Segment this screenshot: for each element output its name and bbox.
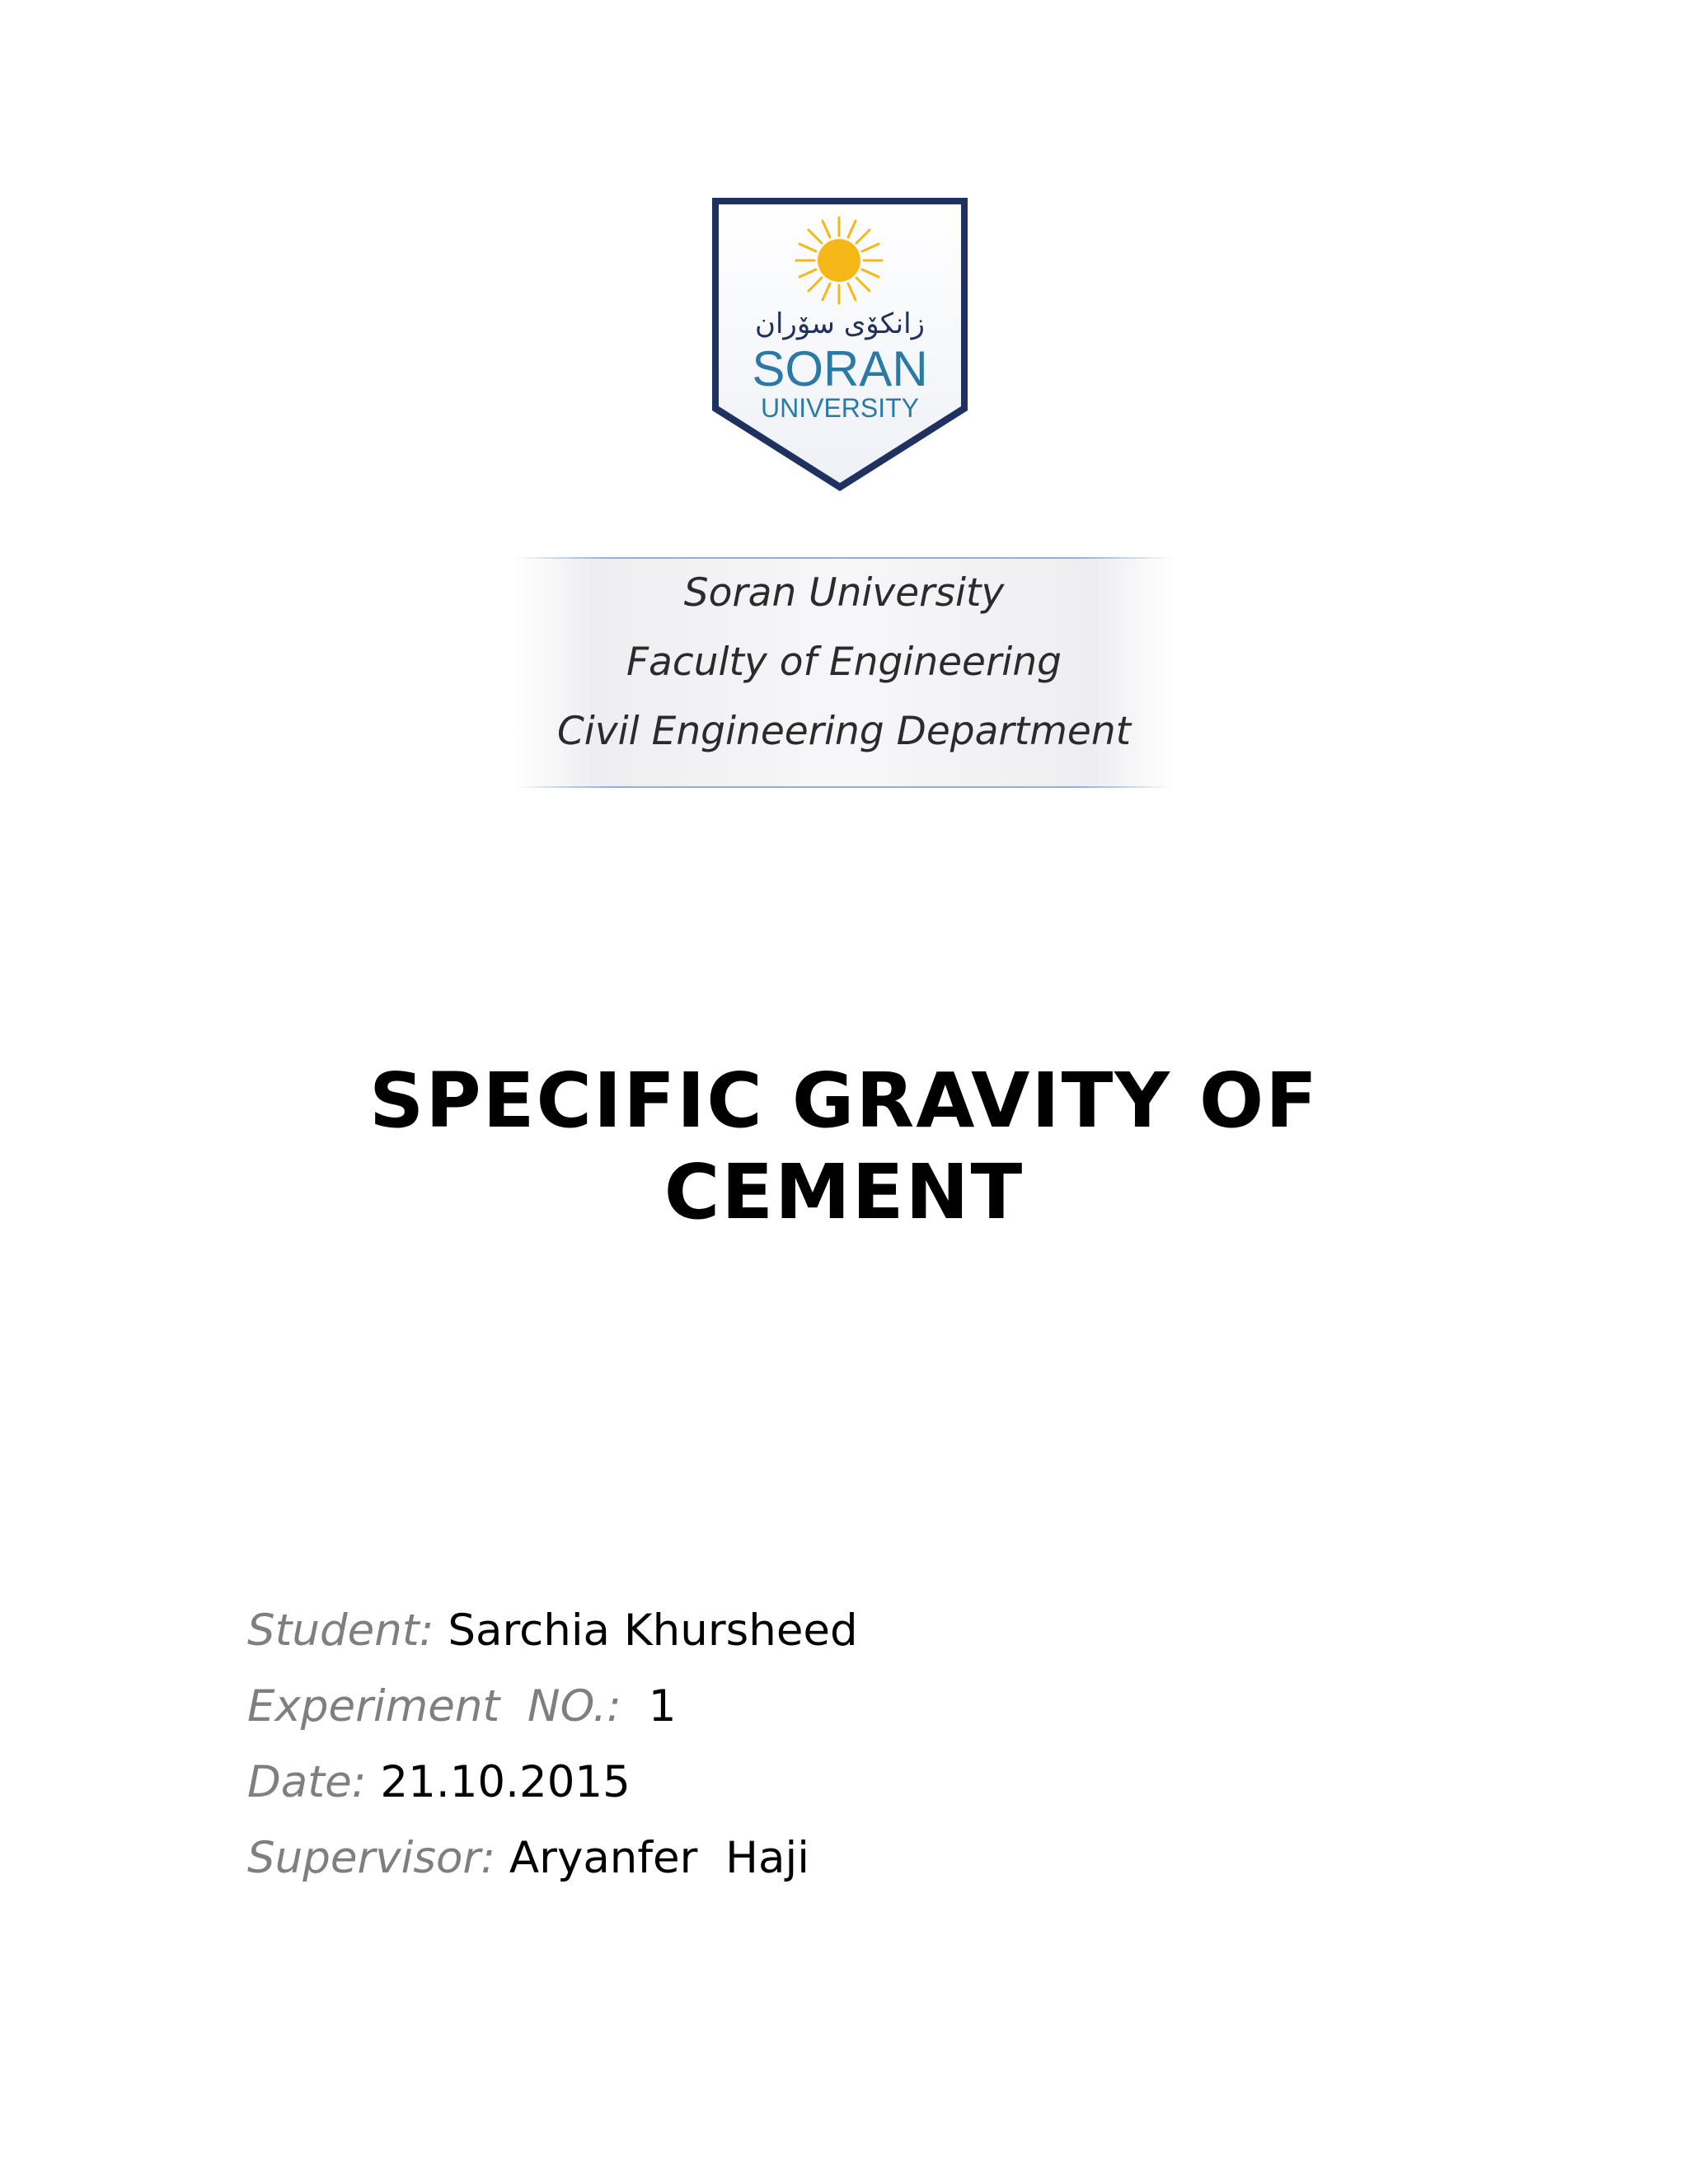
institution-header	[515, 557, 1173, 788]
faculty-name: Faculty of Engineering	[626, 640, 1062, 685]
supervisor-row	[247, 1833, 809, 1883]
student-row	[247, 1605, 858, 1656]
header-top-rule	[515, 557, 1173, 559]
logo-name-soran: SORAN	[752, 341, 928, 396]
logo-name-university: UNIVERSITY	[760, 393, 920, 423]
logo-arabic-text: زانكۆی سۆران	[755, 307, 925, 340]
report-title-line1: SPECIFIC GRAVITY OF	[368, 1057, 1320, 1145]
student-label: Student:	[247, 1605, 434, 1656]
soran-university-logo	[709, 194, 971, 496]
experiment-row	[247, 1681, 676, 1732]
supervisor-label: Supervisor:	[247, 1833, 496, 1883]
header-bottom-rule	[515, 786, 1173, 788]
experiment-value: 1	[648, 1681, 677, 1732]
sun-icon	[796, 218, 882, 303]
supervisor-value: Aryanfer Haji	[509, 1833, 809, 1883]
date-row	[247, 1757, 631, 1807]
report-title-line2: CEMENT	[663, 1148, 1025, 1236]
date-value: 21.10.2015	[380, 1757, 631, 1807]
university-name: Soran University	[683, 570, 1005, 616]
student-value: Sarchia Khursheed	[448, 1605, 858, 1656]
date-label: Date:	[247, 1757, 367, 1807]
experiment-label: Experiment NO.:	[247, 1681, 621, 1732]
department-name: Civil Engineering Department	[556, 709, 1132, 754]
